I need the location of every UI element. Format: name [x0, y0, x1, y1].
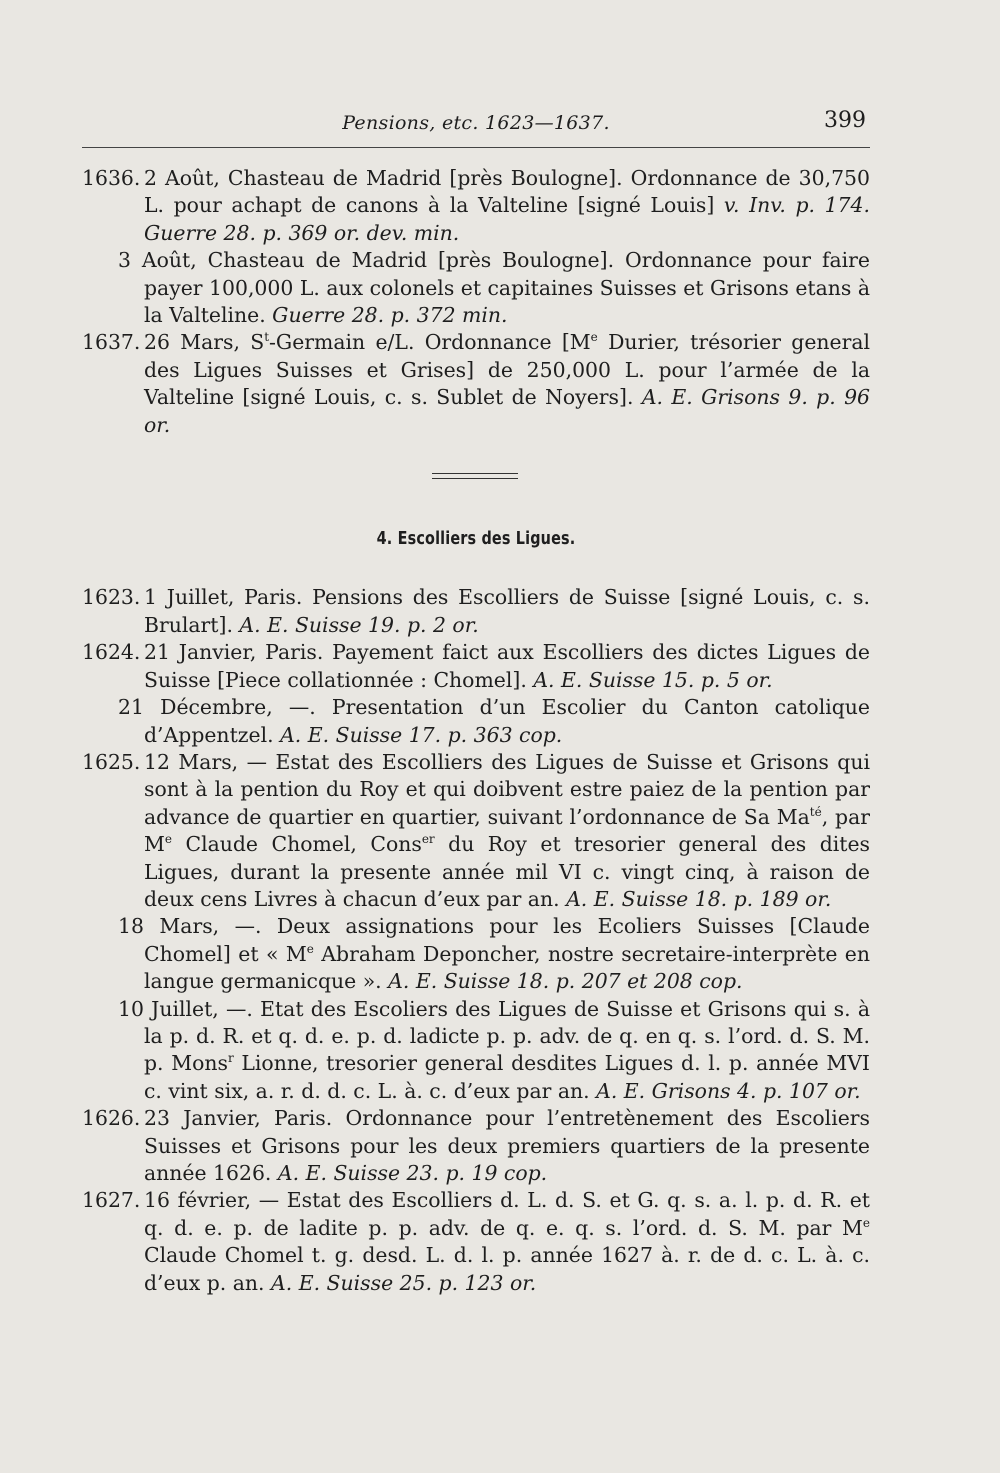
entry-1626-jan-23: [82, 1105, 870, 1187]
section-heading: 4. Escolliers des Ligues.: [376, 528, 576, 550]
entry-text: 10 Juillet, —. Etat des Escoliers des Ligues de Suisse et Grisons qui s. à la p. d. R. et q. d. e. p. d. ladicte p. p. adv. de q. en q. s. l’ord. d. S. M. p. Mons: [118, 996, 870, 1076]
entry-text: Durier, trésorier general des Ligues Suisses et Grises] de 250,000 L. pour l’armée de la Valteline [signé Louis, c. s. Sublet de Noyers].: [144, 330, 871, 410]
archive-reference: v. Inv. p. 174. Guerre 28. p. 369 or. dev. min.: [144, 193, 870, 245]
superscript: e: [306, 941, 314, 956]
entry-1636-aug-3: [118, 247, 871, 329]
entry-text: Abraham Deponcher, nostre secretaire-interprète en langue germanicque ».: [144, 941, 871, 994]
entry-text: du Roy et tresorier general des dites Ligues, durant la presente année mil VI c. vingt cinq, à raison de deux cens Livres à chacun d’eux par an.: [144, 832, 870, 911]
entry-year: 1624.: [82, 640, 141, 665]
archive-reference: A. E. Suisse 18. p. 189 or.: [566, 886, 832, 911]
archive-reference: A. E. Grisons 9. p. 96 or.: [144, 385, 871, 437]
entry-text: 1 Juillet, Paris. Pensions des Escolliers de Suisse [signé Louis, c. s. Brulart].: [144, 585, 870, 637]
archive-reference: A. E. Grisons 4. p. 107 or.: [596, 1078, 861, 1103]
entry-1625-jul-10: [118, 996, 870, 1106]
running-title: Pensions, etc. 1623—1637.: [342, 112, 610, 134]
superscript: e: [164, 832, 172, 847]
entry-1625-mar-18: [118, 913, 871, 995]
double-rule: [432, 473, 518, 479]
page-body: [82, 165, 870, 1297]
archive-reference: A. E. Suisse 15. p. 5 or.: [533, 667, 773, 692]
section-separator: [82, 439, 870, 525]
running-head: [82, 106, 870, 142]
archive-reference: A. E. Suisse 23. p. 19 cop.: [277, 1161, 548, 1185]
entry-text: -Germain e/L. Ordonnance [M: [269, 330, 591, 355]
entry-1625-mar-12: [82, 749, 871, 913]
entry-text: Claude Chomel, Cons: [172, 832, 422, 857]
entry-text: 18 Mars, —. Deux assignations pour les Ecoliers Suisses [Claude Chomel] et « M: [118, 914, 870, 966]
entry-text: 23 Janvier, Paris. Ordonnance pour l’entretènement des Escoliers Suisses et Grisons pour les deux premiers quartiers de la presente année 1626.: [144, 1106, 870, 1185]
header-rule: [82, 147, 870, 148]
entry-1637-mar-26: [82, 329, 871, 439]
entry-year: 1637.: [82, 330, 141, 355]
superscript: e: [590, 330, 598, 345]
entry-1627-feb-16: [82, 1187, 870, 1297]
entry-1623-jul-1: [82, 584, 870, 639]
archive-reference: A. E. Suisse 19. p. 2 or.: [239, 612, 479, 637]
superscript: té: [809, 804, 822, 819]
entry-text: 21 Janvier, Paris. Payement faict aux Escolliers des dictes Ligues de Suisse [Piece collationnée : Chomel].: [144, 640, 870, 692]
archive-reference: Guerre 28. p. 372 min.: [272, 303, 508, 328]
superscript: r: [227, 1051, 234, 1066]
superscript: t: [264, 330, 270, 345]
entry-year: 1623.: [82, 585, 141, 610]
entry-text: 21 Décembre, —. Presentation d’un Escolier du Canton catolique d’Appentzel.: [118, 695, 870, 747]
archive-reference: A. E. Suisse 25. p. 123 or.: [271, 1270, 537, 1295]
superscript: er: [421, 832, 435, 847]
archive-reference: A. E. Suisse 18. p. 207 et 208 cop.: [388, 969, 743, 994]
entry-text: 16 février, — Estat des Escolliers d. L. d. S. et G. q. s. a. l. p. d. R. et q. d. e. p. de ladite p. p. adv. de q. e. q. s. l’ord. d. S. M. par M: [144, 1188, 870, 1240]
entry-year: 1626.: [82, 1106, 141, 1131]
entry-text: Claude Chomel t. g. desd. L. d. l. p. année 1627 à. r. de d. c. L. à. c. d’eux p. an.: [144, 1243, 870, 1295]
page-number: 399: [824, 108, 866, 133]
entry-1624-dec-21: [118, 694, 870, 749]
entry-text: Lionne, tresorier general desdites Ligues d. l. p. année MVI c. vint six, a. r. d. d. c. L. à. c. d’eux par an.: [144, 1051, 870, 1103]
archive-reference: A. E. Suisse 17. p. 363 cop.: [280, 722, 563, 747]
entry-text: 12 Mars, — Estat des Escolliers des Ligues de Suisse et Grisons qui sont à la pention du Roy et qui doibvent estre paiez de la pention par advance de quartier en quartier, suivant l’ordonnance de Sa Ma: [144, 749, 870, 829]
entry-text: 2 Août, Chasteau de Madrid [près Boulogne]. Ordonnance de 30,750 L. pour achapt de canons à la Valteline [signé Louis]: [144, 166, 870, 218]
entry-text: 26 Mars, S: [144, 330, 265, 355]
entry-1636-aug-2: [82, 165, 870, 247]
entry-year: 1625.: [82, 749, 141, 774]
superscript: e: [862, 1216, 870, 1231]
entry-year: 1627.: [82, 1188, 141, 1213]
entry-1624-jan-21: [82, 639, 870, 694]
entry-year: 1636.: [82, 166, 141, 190]
entry-text: 3 Août, Chasteau de Madrid [près Boulogne]. Ordonnance pour faire payer 100,000 L. aux colonels et capitaines Suisses et Grisons etans à la Valteline.: [118, 248, 871, 328]
entry-text: , par M: [144, 804, 871, 857]
